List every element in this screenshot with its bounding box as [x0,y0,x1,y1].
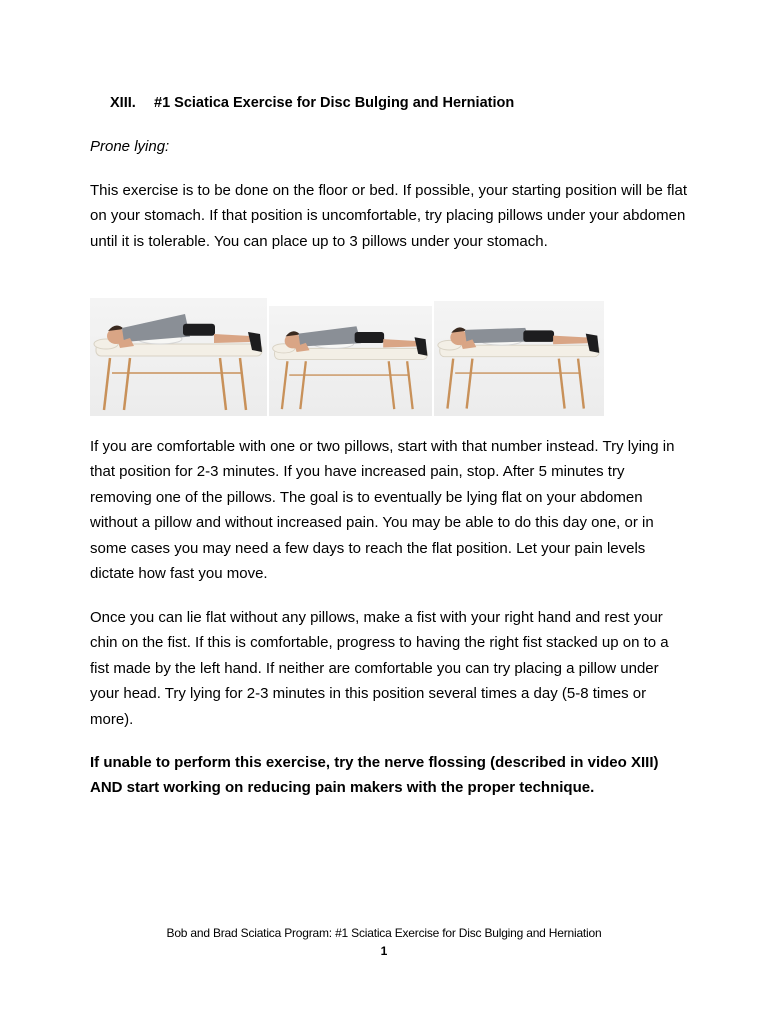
section-number: XIII. [110,95,136,111]
table-leg [282,361,288,409]
person-legs [383,339,416,347]
photo-scene [438,327,599,408]
table-leg [407,361,413,409]
fist-paragraph: Once you can lie flat without any pillows, make a fist with your right hand and rest your chin on the fist. If this is comfortable, progress to having the right fist stacked up on to a fist made by the left hand. If neither are comfortable you can try placing a pillow under your head. Try lying for 2-3 minutes in this position several times a day (5-8 times or more). [90,609,669,728]
person-shirt [465,328,530,343]
intro-paragraph: This exercise is to be done on the floor or bed. If possible, your starting position will be flat on your stomach. If that position is uncomfortable, try placing pillows under your abdomen until it is tolerable. You can place up to 3 pillows under your stomach. [90,182,687,250]
table-leg [300,361,306,409]
table-leg [240,358,246,410]
section-title: #1 Sciatica Exercise for Disc Bulging and Herniation [154,95,515,111]
table-leg [578,359,584,409]
warning-paragraph: If unable to perform this exercise, try the nerve flossing (described in video XIII) AND start working on reducing pain makers with the proper technique. [90,754,659,797]
page-number: 1 [380,944,388,958]
table-leg [467,359,473,409]
table-leg [559,359,565,409]
table-leg [104,358,110,410]
person-shorts [183,324,215,336]
person-shorts [355,332,384,343]
photo-scene [273,326,428,409]
photo-two-pillows [269,306,432,416]
person-shorts [523,330,554,342]
section-heading [110,95,514,111]
person-legs [214,334,250,343]
footer-title: Bob and Brad Sciatica Program: #1 Sciatica Exercise for Disc Bulging and Herniation [166,926,602,940]
person-shirt [298,326,361,346]
person-legs [553,336,588,345]
table-leg [124,358,130,410]
progression-paragraph: If you are comfortable with one or two pillows, start with that number instead. Try lying in that position for 2-3 minutes. If you have increased pain, stop. After 5 minutes try removing one of the pillows. The goal is to eventually be lying flat on your abdomen without a pillow and without increased pain. You may be able to do this day one, or in some cases you may need a few days to reach the flat position. Let your pain levels dictate how fast you move. [90,438,675,583]
table-leg [447,359,453,409]
exercise-subheading: Prone lying: [90,138,170,155]
table-leg [389,361,395,409]
photo-three-pillows [90,298,267,416]
photo-one-pillow [434,301,604,416]
photo-scene [94,314,262,410]
table-leg [220,358,226,410]
